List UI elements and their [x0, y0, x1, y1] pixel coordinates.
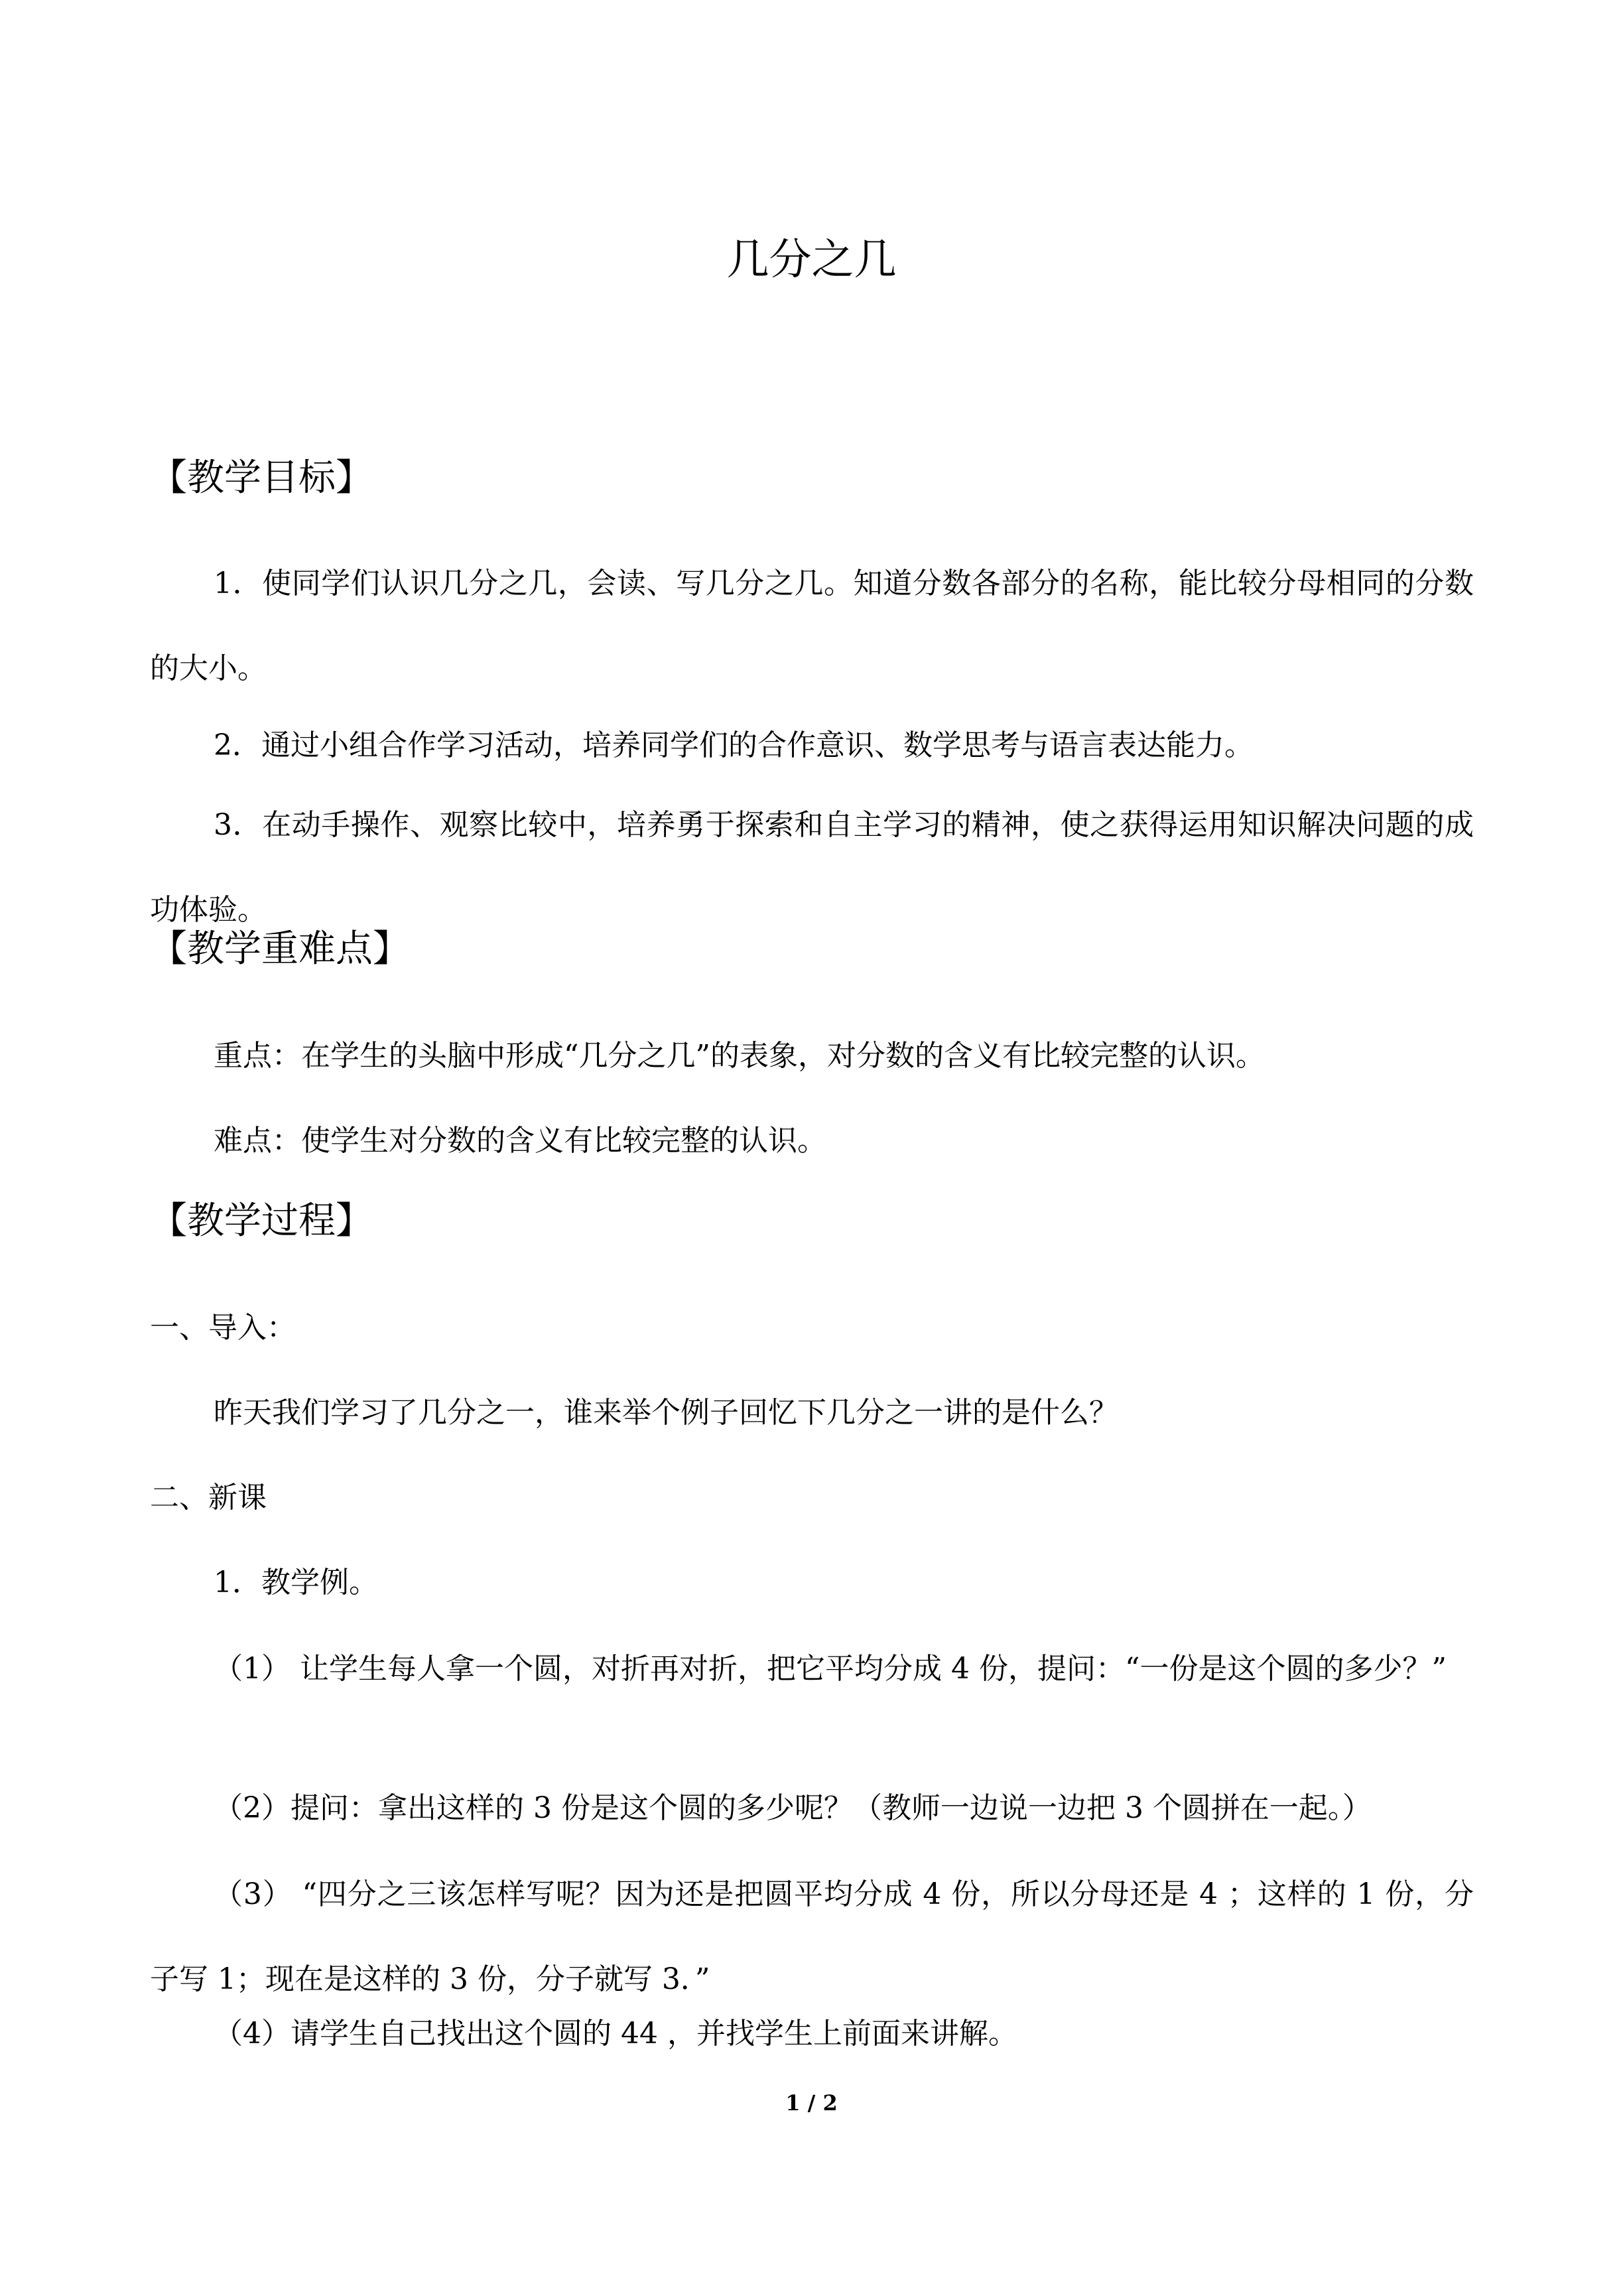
process-heading: 【教学过程】 — [150, 1199, 373, 1243]
objective-item-2: 2．通过小组合作学习活动，培养同学们的合作意识、数学思考与语言表达能力。 — [214, 728, 1254, 762]
intro-text: 昨天我们学习了几分之一，谁来举个例子回忆下几分之一讲的是什么？ — [214, 1396, 1118, 1430]
process-step-4: （4）请学生自己找出这个圆的 44 ，并找学生上前面来讲解。 — [214, 2017, 1017, 2051]
document-title: 几分之几 — [726, 236, 897, 285]
objective-item-1: 1．使同学们认识几分之几，会读、写几分之几。知道分数各部分的名称，能比较分母相同的分数的大小。 — [150, 567, 1474, 685]
objectives-heading: 【教学目标】 — [150, 456, 373, 500]
intro-label: 一、导入： — [150, 1311, 296, 1345]
difficulty-point: 难点：使学生对分数的含义有比较完整的认识。 — [214, 1124, 826, 1158]
process-step-2: （2）提问：拿出这样的 3 份是这个圆的多少呢？（教师一边说一边把 3 个圆拼在一起。） — [214, 1791, 1372, 1825]
objective-item-3: 3．在动手操作、观察比较中，培养勇于探索和自主学习的精神，使之获得运用知识解决问题的成功体验。 — [150, 808, 1474, 927]
process-step-1: （1） 让学生每人拿一个圆，对折再对折，把它平均分成 4 份，提问：“一份是这个圆的多少？” — [214, 1652, 1447, 1686]
process-step-3: （3） “四分之三该怎样写呢？因为还是把圆平均分成 4 份，所以分母还是 4 ；这样的 1 份，分子写 1；现在是这样的 3 份，分子就写 3．” — [150, 1877, 1474, 1996]
example-label: 1．教学例。 — [214, 1566, 378, 1599]
key-points-heading: 【教学重难点】 — [150, 927, 410, 971]
page-number: 1 / 2 — [785, 2090, 838, 2116]
new-lesson-label: 二、新课 — [150, 1481, 267, 1515]
focus-point: 重点：在学生的头脑中形成“几分之几”的表象，对分数的含义有比较完整的认识。 — [214, 1039, 1265, 1073]
